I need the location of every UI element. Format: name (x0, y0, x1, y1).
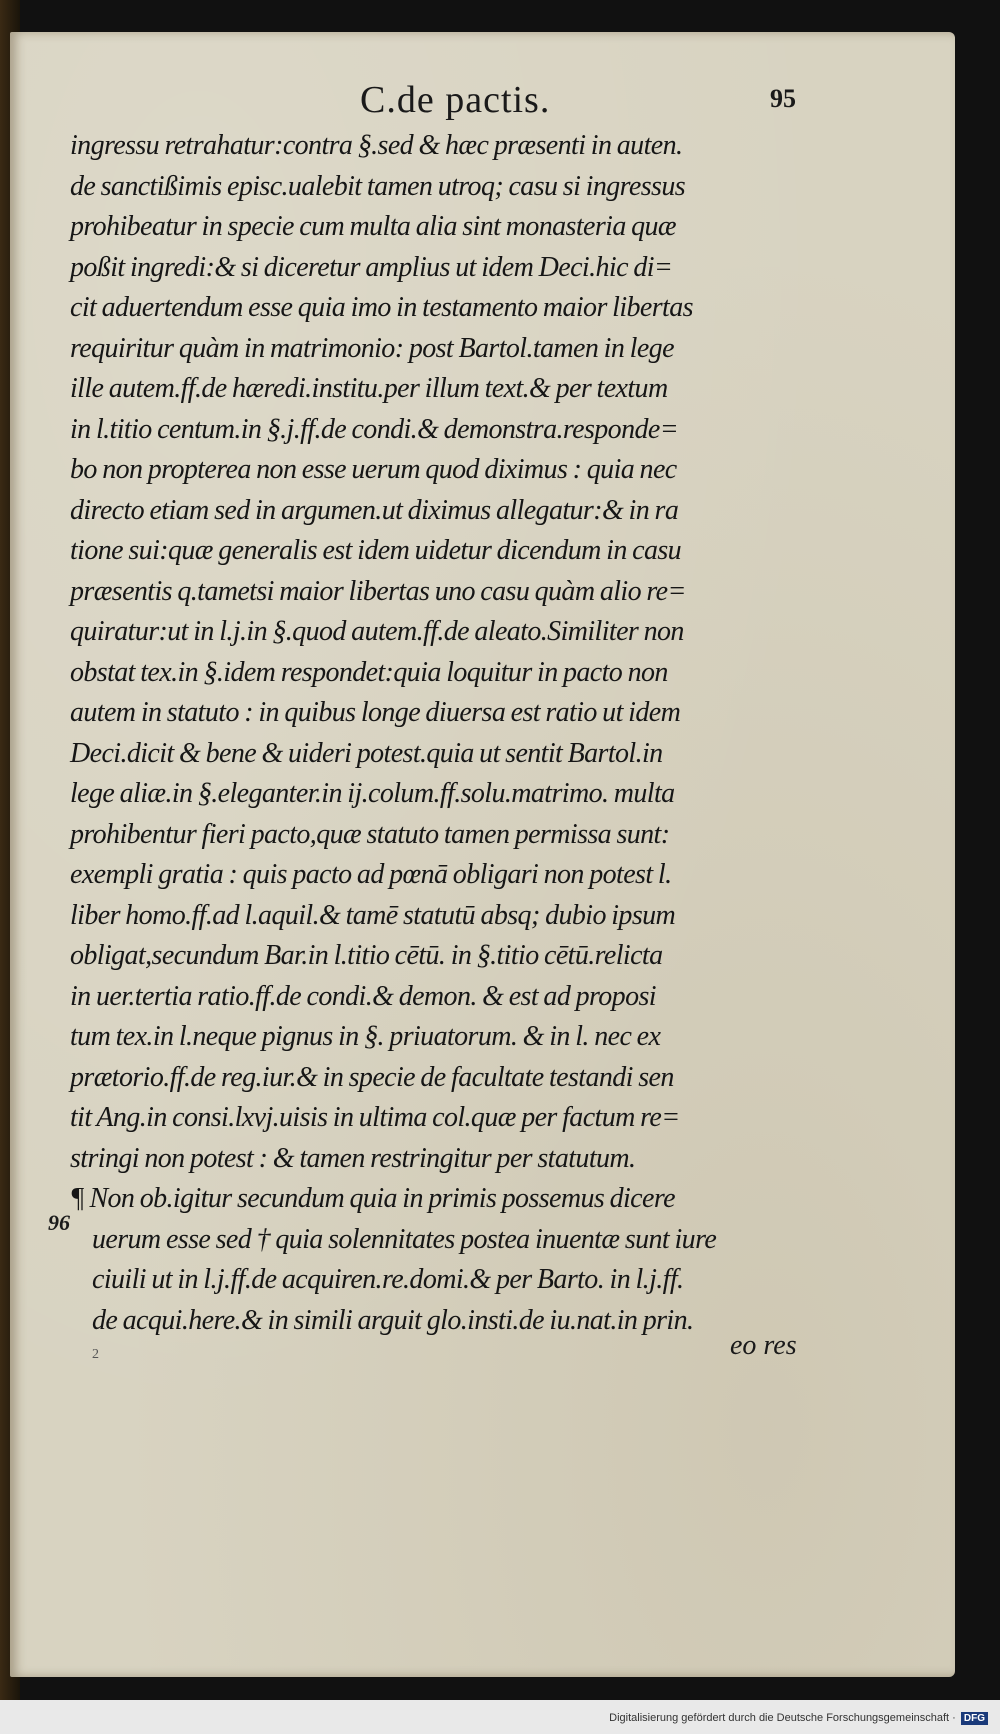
text-line: de sanctißimis episc.ualebit tamen utroq; casu si ingressus (70, 170, 686, 202)
text-line: requiritur quàm in matrimonio: post Bartol.tamen in lege (70, 332, 674, 364)
text-line: de acqui.here.& in simili arguit glo.insti.de iu.nat.in prin. (92, 1304, 694, 1336)
text-line: autem in statuto : in quibus longe diuersa est ratio ut idem (70, 697, 681, 728)
dfg-logo: DFG (961, 1712, 988, 1725)
text-line: in uer.tertia ratio.ff.de condi.& demon. & est ad proposi (70, 980, 656, 1012)
running-header: C.de pactis. (360, 79, 551, 121)
text-line: prohibentur fieri pacto,quæ statuto tamen permissa sunt: (70, 818, 670, 850)
text-line: ille autem.ff.de hæredi.institu.per illum text.& per textum (70, 373, 668, 404)
text-line: tum tex.in l.neque pignus in §. priuatorum. & in l. nec ex (70, 1021, 661, 1052)
text-line: tione sui:quæ generalis est idem uidetur dicendum in casu (70, 535, 682, 566)
text-line: liber homo.ff.ad l.aquil.& tamē statutū absq; dubio ipsum (70, 899, 676, 931)
text-line: exempli gratia : quis pacto ad pœnā obligari non potest l. (70, 859, 672, 890)
text-line: obstat tex.in §.idem respondet:quia loquitur in pacto non (70, 656, 668, 688)
text-line: obligat,secundum Bar.in l.titio cētū. in §.titio cētū.relicta (70, 940, 663, 971)
body-text (70, 126, 810, 1341)
text-line: prohibeatur in specie cum multa alia sint monasteria quæ (70, 211, 676, 242)
credit-text: Digitalisierung gefördert durch die Deutsche Forschungsgemeinschaft · (609, 1712, 956, 1724)
text-line: ¶ Non ob.igitur secundum quia in primis possemus dicere (70, 1183, 675, 1214)
marginal-note: 96 (48, 1210, 70, 1235)
text-line: prætorio.ff.de reg.iur.& in specie de facultate testandi sen (70, 1061, 674, 1093)
text-line: præsentis q.tametsi maior libertas uno casu quàm alio re= (70, 575, 686, 607)
digitization-credit (609, 1712, 988, 1725)
text-line: Deci.dicit & bene & uideri potest.quia ut sentit Bartol.in (70, 737, 663, 769)
text-line: directo etiam sed in argumen.ut diximus allegatur:& in ra (70, 494, 679, 526)
text-line: lege aliæ.in §.eleganter.in ij.colum.ff.solu.matrimo. multa (70, 778, 675, 809)
text-line: poßit ingredi:& si diceretur amplius ut idem Deci.hic di= (70, 251, 673, 283)
text-line: ingressu retrahatur:contra §.sed & hæc præsenti in auten. (70, 130, 683, 161)
signature-mark: 2 (92, 1347, 99, 1362)
text-line: uerum esse sed † quia solennitates postea inuentæ sunt iure (92, 1223, 717, 1255)
text-line: stringi non potest : & tamen restringitur per statutum. (70, 1142, 636, 1174)
text-line: in l.titio centum.in §.j.ff.de condi.& demonstra.responde= (70, 413, 678, 445)
text-line: bo non propterea non esse uerum quod diximus : quia nec (70, 454, 677, 485)
text-line: ciuili ut in l.j.ff.de acquiren.re.domi.& per Barto. in l.j.ff. (92, 1264, 684, 1295)
folio-number: 95 (770, 84, 796, 113)
catchword: eo res (730, 1330, 797, 1361)
text-line: quiratur:ut in l.j.in §.quod autem.ff.de aleato.Similiter non (70, 616, 684, 647)
text-line: tit Ang.in consi.lxvj.uisis in ultima col.quæ per factum re= (70, 1102, 680, 1133)
text-line: cit aduertendum esse quia imo in testamento maior libertas (70, 292, 693, 323)
